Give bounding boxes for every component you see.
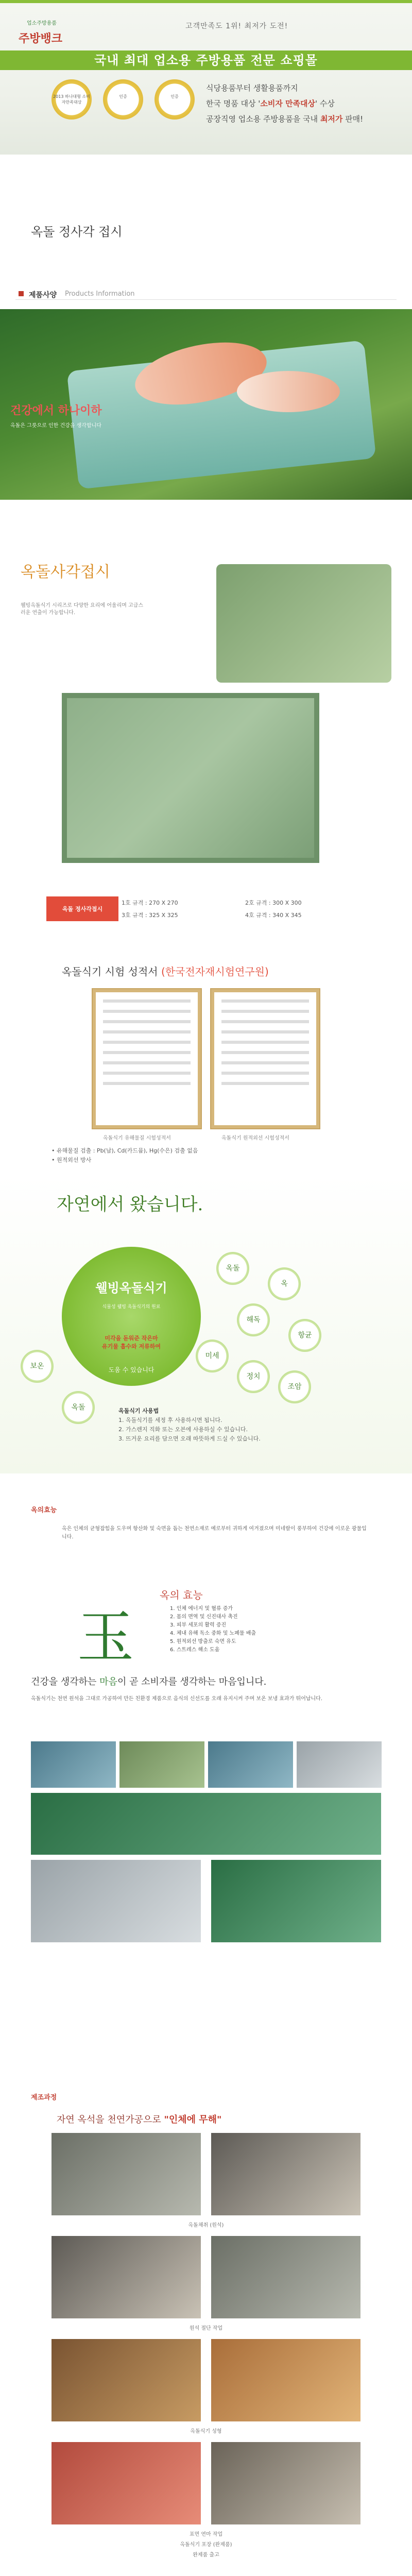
certification-badge-icon: 인증 — [103, 79, 143, 120]
nature-photo — [119, 1741, 204, 1788]
wellbeing-circle: 웰빙옥돌식기 식물성 웰빙 옥돌식기의 원료 미각을 돋워준 작은마 유기물 흡수와 저류하여 도움 수 있습니다 — [62, 1247, 201, 1386]
jade-effect-section — [0, 1494, 412, 2112]
process-photo — [211, 2236, 360, 2318]
process-caption: 원석 절단 작업 — [189, 2326, 223, 2331]
property-node: 항균 — [288, 1319, 321, 1352]
property-node: 미세 — [196, 1340, 229, 1372]
hero-food-photo — [0, 309, 412, 500]
process-row — [52, 2442, 360, 2524]
process-photo — [52, 2133, 201, 2215]
product-label: 옥돌사각접시 웰빙옥돌식기 시리즈로 다양한 요리에 어울리며 고급스러운 연출이 가능합니다. — [21, 563, 144, 616]
nature-photo — [297, 1741, 382, 1788]
site-logo[interactable] — [15, 14, 82, 50]
section-heading: 옥의효능 — [31, 1506, 57, 1514]
usage-guide: 옥돌식기 사용법 1. 옥돌식기를 세정 후 사용하시면 됩니다. 2. 가스렌지 직화 또는 오븐에 사용하실 수 있습니다. 3. 뜨거운 요리를 담으면 오래 따뜻하게 드실 수 있습니다. — [118, 1408, 261, 1442]
certificate-notes: • 유해물질 검출 : Pb(납), Cd(카드뮴), Hg(수은) 검출 없음 • 원적외선 방사 — [52, 1147, 198, 1163]
spec-table — [46, 896, 366, 921]
effect-intro: 옥은 인체의 균형잡힘을 도우며 항산화 및 숙면을 돕는 천연소재로 예로부터 귀하게 여겨졌으며 미네랄이 풍부하여 건강에 이로운 광물입니다. — [62, 1526, 367, 1540]
certificate-document-image[interactable] — [93, 989, 201, 1128]
benefit-title: 옥의 효능 — [160, 1589, 203, 1601]
process-photo — [52, 2442, 201, 2524]
process-caption: 옥돌식기 성형 — [190, 2429, 222, 2434]
bullet-icon — [19, 291, 24, 296]
process-caption: 옥돌식기 포장 (완제품) — [180, 2542, 232, 2548]
product-title: 옥돌 정사각 접시 — [31, 225, 123, 239]
plated-dish-image — [216, 564, 391, 683]
nature-headline: 자연에서 왔습니다. — [57, 1194, 203, 1215]
manufacturing-process — [0, 2092, 412, 2576]
spec-size: 4호 규격 : 340 X 345 — [245, 912, 302, 919]
process-photo — [211, 2133, 360, 2215]
process-caption: 완제품 출고 — [193, 2552, 219, 2558]
health-headline: 건강을 생각하는 마음이 곧 소비자를 생각하는 마음입니다. — [31, 1676, 267, 1687]
property-node: 조암 — [278, 1370, 311, 1403]
process-caption: 표면 연마 작업 — [189, 2532, 223, 2537]
process-photo — [211, 2339, 360, 2421]
sashimi-image — [237, 371, 340, 412]
logo-name: 주방뱅크 — [19, 32, 63, 45]
certificate-caption: 옥돌식기 원적외선 시험성적서 — [221, 1136, 289, 1141]
square-plate-image — [62, 693, 319, 863]
process-caption: 옥돌채취 (원석) — [188, 2223, 224, 2228]
jade-character-icon: 玉 — [77, 1604, 134, 1670]
property-node: 정치 — [237, 1360, 270, 1393]
spec-size: 2호 규격 : 300 X 300 — [245, 900, 302, 906]
header-title: 국내 최대 업소용 주방용품 전문 쇼핑몰 — [0, 50, 412, 70]
effect-body: 옥돌식기는 천연 원석을 그대로 가공하여 만든 친환경 제품으로 음식의 신선도를 오래 유지시켜 주며 보온 보냉 효과가 뛰어납니다. — [31, 1696, 323, 1702]
header — [0, 0, 412, 155]
jade-raw-photo — [211, 1860, 381, 1942]
logo-subtitle: 업소주방용품 — [27, 21, 57, 26]
hero-caption: 건강에서 하나이하 옥돌은 그릇으로 인한 건강을 생각합니다 — [10, 404, 102, 429]
property-node: 보온 — [21, 1350, 54, 1383]
property-node: 옥돌 — [62, 1391, 95, 1424]
process-row — [52, 2339, 360, 2421]
process-photo — [52, 2236, 201, 2318]
property-node: 옥 — [268, 1267, 301, 1300]
process-headline: 자연 옥석을 천연가공으로 "인체에 무해" — [57, 2114, 222, 2125]
certificate-caption: 옥돌식기 유해물질 시험성적서 — [103, 1136, 171, 1141]
product-images — [0, 538, 412, 899]
spec-size: 3호 규격 : 325 X 325 — [122, 912, 178, 919]
property-node: 옥돌 — [216, 1252, 249, 1285]
benefit-list: 1. 인체 에너지 및 혈류 증가 2. 몸의 면역 및 신진대사 촉진 3. 피부 세포의 활력 증진 4. 체내 유해 독소 중화 및 노폐물 배출 5. 원적외선 방출로 숙면 유도 6. 스트레스 해소 도움 — [170, 1606, 256, 1653]
certificate-document-image[interactable] — [211, 989, 319, 1128]
product-info-heading: 제품사양 Products Information — [15, 289, 397, 300]
spec-size: 1호 규격 : 270 X 270 — [122, 900, 178, 906]
nature-photo — [31, 1741, 116, 1788]
spec-name: 옥돌 정사각접시 — [46, 896, 118, 921]
section-heading: 제조과정 — [31, 2094, 57, 2102]
certification-badge-icon: 인증 — [154, 79, 195, 120]
header-description: 식당용품부터 생활용품까지 한국 명품 대상 '소비자 만족대상' 수상 공장직영 업소용 주방용품을 국내 최저가 판매! — [206, 83, 364, 124]
process-row — [52, 2236, 360, 2318]
nature-photo — [208, 1741, 293, 1788]
natural-stone-section — [0, 1175, 412, 1473]
jade-stone-photo — [31, 1793, 381, 1855]
award-badge-icon: 2013 하나대형 소비자만족대상 — [52, 79, 92, 120]
process-photo — [52, 2339, 201, 2421]
certificate-title: 옥돌식기 시험 성적서 (한국전자재시험연구원) — [62, 965, 269, 978]
jade-raw-photo — [31, 1860, 201, 1942]
certificate-section — [0, 948, 412, 1164]
process-row — [52, 2133, 360, 2215]
slogan: 고객만족도 1위! 최저가 도전! — [185, 22, 288, 30]
property-node: 해독 — [237, 1303, 270, 1336]
award-badges — [52, 79, 201, 126]
process-photo — [211, 2442, 360, 2524]
